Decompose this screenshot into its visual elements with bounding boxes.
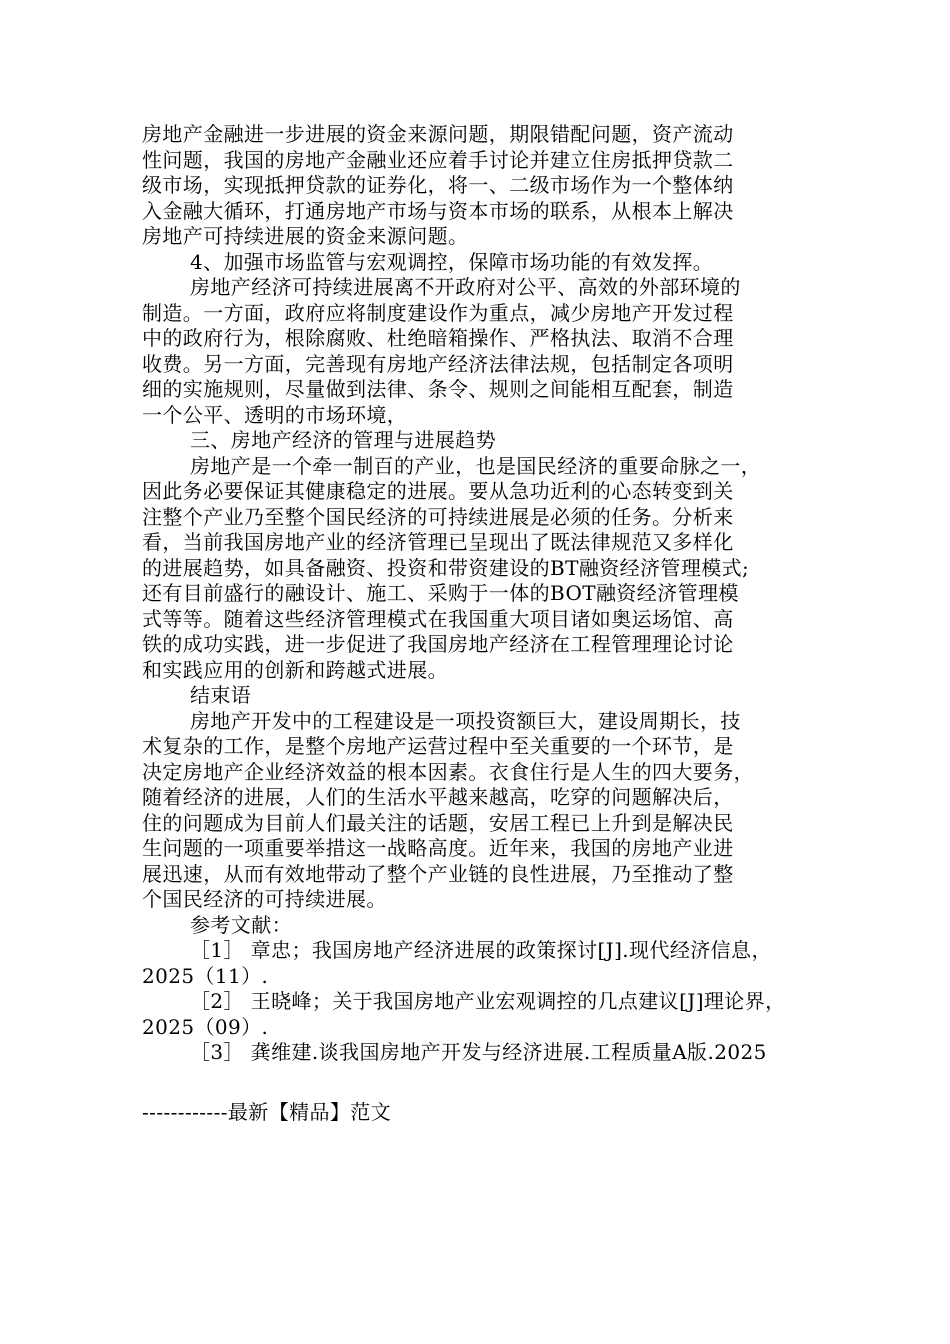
- text-line: 铁的成功实践，进一步促进了我国房地产经济在工程管理理论讨论: [142, 632, 734, 656]
- text-line: 房地产经济可持续进展离不开政府对公平、高效的外部环境的: [190, 275, 741, 299]
- text-line: 收费。另一方面，完善现有房地产经济法律法规，包括制定各项明: [142, 351, 734, 376]
- text-line: 还有目前盛行的融设计、施工、采购于一体的BOT融资经济管理模: [142, 581, 739, 605]
- text-line: 式等等。随着这些经济管理模式在我国重大项目诸如奥运场馆、高: [142, 606, 734, 631]
- text-line: 展迅速，从而有效地带动了整个产业链的良性进展，乃至推动了整: [142, 861, 734, 886]
- text-line: 一个公平、透明的市场环境，: [142, 402, 408, 427]
- text-line: 结束语: [190, 683, 252, 707]
- text-line: 住的问题成为目前人们最关注的话题，安居工程已上升到是解决民: [142, 810, 734, 835]
- text-line: 个国民经济的可持续进展。: [142, 887, 387, 911]
- text-line: 2025（11）.: [142, 963, 269, 988]
- text-line: 因此务必要保证其健康稳定的进展。要从急功近利的心态转变到关: [142, 479, 734, 503]
- text-line: 级市场，实现抵押贷款的证券化，将一、二级市场作为一个整体纳: [142, 173, 734, 197]
- text-line: 术复杂的工作，是整个房地产运营过程中至关重要的一个环节，是: [142, 734, 734, 758]
- text-line: 2025（09）.: [142, 1014, 269, 1039]
- text-line: 和实践应用的创新和跨越式进展。: [142, 657, 448, 682]
- text-line: 入金融大循环，打通房地产市场与资本市场的联系，从根本上解决: [142, 198, 734, 223]
- text-line: 制造。一方面，政府应将制度建设作为重点，减少房地产开发过程: [142, 300, 734, 325]
- page-footer: ------------最新【精品】范文: [142, 1100, 392, 1124]
- text-line: 房地产可持续进展的资金来源问题。: [142, 224, 469, 248]
- text-line: 房地产是一个牵一制百的产业，也是国民经济的重要命脉之一，: [190, 453, 762, 478]
- text-line: 的进展趋势，如具备融资、投资和带资建设的BT融资经济管理模式;: [142, 555, 750, 580]
- text-line: ［3］ 龚维建.谈我国房地产开发与经济进展.工程质量A版.2025: [190, 1040, 767, 1064]
- text-line: ［1］ 章忠；我国房地产经济进展的政策探讨[J].现代经济信息，: [190, 938, 772, 962]
- text-line: 性问题，我国的房地产金融业还应着手讨论并建立住房抵押贷款二: [142, 147, 734, 172]
- text-line: 房地产开发中的工程建设是一项投资额巨大，建设周期长，技: [190, 708, 741, 733]
- document-body: [142, 122, 808, 1066]
- text-line: 三、房地产经济的管理与进展趋势: [190, 428, 496, 452]
- text-line: 随着经济的进展，人们的生活水平越来越高，吃穿的问题解决后，: [142, 785, 734, 809]
- text-line: 决定房地产企业经济效益的根本因素。衣食住行是人生的四大要务，: [142, 759, 754, 784]
- text-line: 房地产金融进一步进展的资金来源问题，期限错配问题，资产流动: [142, 122, 734, 146]
- text-line: 参考文献：: [190, 912, 292, 937]
- text-line: ［2］ 王晓峰；关于我国房地产业宏观调控的几点建议[J]理论界，: [190, 989, 786, 1013]
- text-line: 中的政府行为，根除腐败、杜绝暗箱操作、严格执法、取消不合理: [142, 326, 734, 350]
- text-line: 注整个产业乃至整个国民经济的可持续进展是必须的任务。分析来: [142, 504, 734, 529]
- text-line: 看，当前我国房地产业的经济管理已呈现出了既法律规范又多样化: [142, 530, 734, 554]
- text-line: 4、加强市场监管与宏观调控，保障市场功能的有效发挥。: [190, 249, 714, 274]
- text-line: 细的实施规则，尽量做到法律、条令、规则之间能相互配套，制造: [142, 377, 734, 401]
- text-line: 生问题的一项重要举措这一战略高度。近年来，我国的房地产业进: [142, 836, 734, 860]
